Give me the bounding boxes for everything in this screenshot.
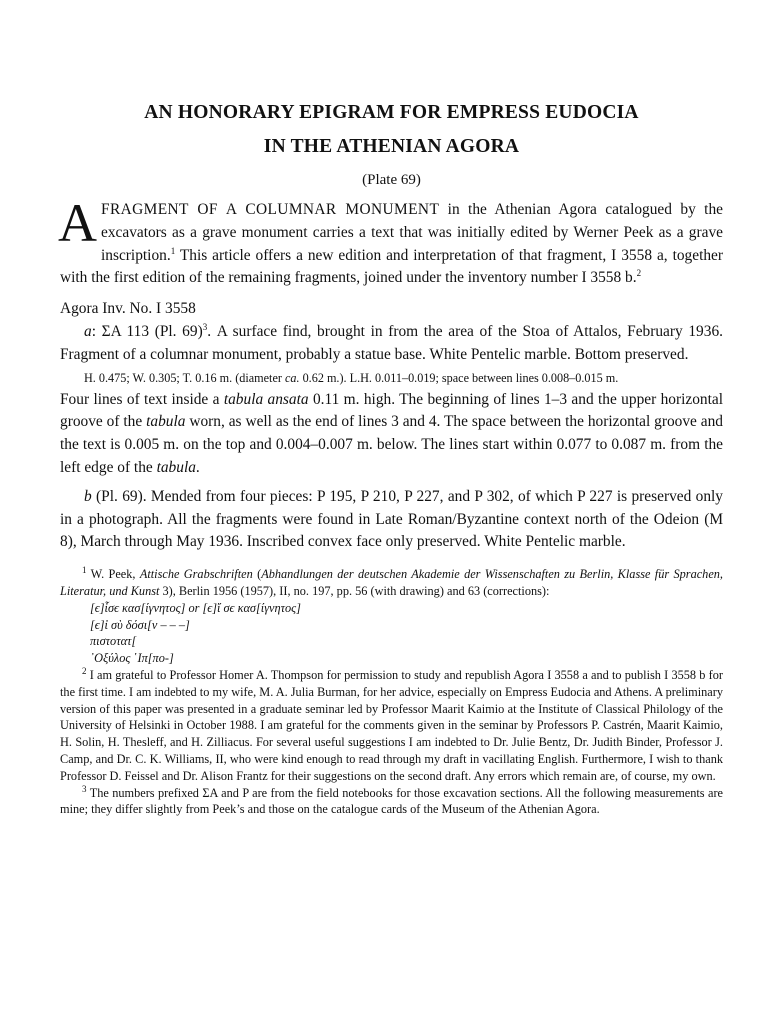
- article-title: [60, 96, 723, 164]
- footnote-ref-1: 1: [170, 245, 176, 256]
- intro-lead: FRAGMENT OF A COLUMNAR MONUMENT: [101, 201, 440, 218]
- intro-text-2: This article offers a new edition and interpretation of that fragment, I 3558 a, together with the first edition of the remaining fragments, joined under the inventory number I 3558 b.: [60, 246, 723, 287]
- greek-line-2: [ϵ]ἰ σὺ δόσι[ν – – –]: [90, 617, 190, 632]
- tabula-term-2: tabula: [156, 458, 196, 476]
- fragment-b-text: (Pl. 69). Mended from four pieces: P 195, P 210, P 227, and P 302, of which P 227 is preserved only in a photograph. All the fragments were found in Late Roman/Byzantine context north of the Odeion (M 8), March through May 1936. Inscribed convex face only preserved. White Pentelic marble.: [60, 487, 723, 551]
- intro-paragraph: [58, 193, 723, 290]
- footnote-3-number: 3: [82, 783, 87, 794]
- footnote-ref-3: 3: [202, 321, 208, 332]
- footnote-1-paren: (: [252, 567, 262, 582]
- measurements-ca: ca.: [284, 370, 300, 385]
- footnote-2: [60, 667, 723, 785]
- title-line-1: AN HONORARY EPIGRAM FOR EMPRESS EUDOCIA: [144, 102, 639, 123]
- plate-reference: (Plate 69): [362, 172, 421, 188]
- paper-page: [60, 96, 723, 818]
- greek-line-4: ᾿Οξύλος ῾Ιπ[πο-]: [90, 651, 174, 666]
- fragment-a-text: : ΣΑ 113 (Pl. 69): [91, 322, 203, 340]
- footnote-3-text: The numbers prefixed ΣΑ and P are from the field notebooks for those excavation sections. All the following measurements are mine; they differ slightly from Peek’s and those on the catalogue cards of the Museum of the Athenian Agora.: [60, 785, 723, 817]
- footnote-2-number: 2: [82, 665, 87, 676]
- intro-text-1: in the Athenian Agora catalogued by the excavators as a grave monument carries a text that was initially edited by Werner Peek as a grave inscription.: [101, 201, 723, 264]
- footnotes-section: [60, 566, 723, 818]
- footnote-1-author: W. Peek,: [86, 567, 140, 582]
- footnote-1-rest: 3), Berlin 1956 (1957), II, no. 197, pp. 56 (with drawing) and 63 (corrections):: [159, 583, 550, 598]
- greek-line-1: [ϵ]ἶσϵ κασ[ίγνητος] or [ϵ]ἴ σϵ κασ[ίγνητος]: [90, 600, 301, 615]
- fragment-b-label: b: [84, 487, 92, 505]
- lines-description-paragraph: [60, 389, 723, 480]
- measurements-a: [84, 369, 723, 387]
- fragment-b-paragraph: [60, 486, 723, 554]
- fragment-a-rest: . A surface find, brought in from the area of the Stoa of Attalos, February 1936. Fragment of a columnar monument, probably a statue base. White Pentelic marble. Bottom preserved.: [60, 322, 723, 363]
- footnote-1-work: Attische Grabschriften: [139, 567, 253, 582]
- tabula-term: tabula: [146, 413, 186, 431]
- measurements-part-2: 0.62 m.). L.H. 0.011–0.019; space between lines 0.008–0.015 m.: [299, 370, 619, 385]
- title-line-2: IN THE ATHENIAN AGORA: [263, 136, 520, 157]
- tabula-ansata-term: tabula ansata: [223, 390, 309, 408]
- fragment-a-label: a: [84, 322, 92, 340]
- lines-text-1: Four lines of text inside a: [60, 390, 224, 408]
- drop-cap: A: [58, 193, 97, 253]
- footnote-1-series: Abhandlungen der deutschen Akademie der Wissenschaften zu Berlin, Klasse für Sprachen, Literatur, und Kunst: [60, 567, 724, 598]
- footnote-ref-2: 2: [636, 268, 642, 279]
- footnote-2-text: I am grateful to Professor Homer A. Thompson for permission to study and republish Agora I 3558 a and to publish I 3558 b for the first time. I am indebted to my wife, M. A. Julia Burman, for her advice, especially on Empress Eudocia and Athens. A preliminary version of this paper was presented in a graduate seminar led by Professor Maarit Kaimio at the Institute of Classical Philology of the University of Helsinki in October 1988. I am grateful for the comments given in the seminar by Professors P. Castrén, Maarit Kaimio, H. Solin, H. Thesleff, and H. Zilliacus. For several useful suggestions I am indebted to Dr. Julie Bentz, Dr. Judith Binder, Professor J. Camp, and Dr. C. K. Williams, II, who were kind enough to read through my draft in vacillating English. Furthermore, I wish to thank Professor D. Feissel and Dr. Alison Frantz for their suggestions on the second draft. Any errors which remain are, of course, my own.: [60, 667, 723, 783]
- fragment-a-paragraph: [60, 321, 723, 367]
- lines-text-4: .: [195, 458, 200, 476]
- footnote-1-number: 1: [82, 565, 87, 576]
- lines-text-3: worn, as well as the end of lines 3 and 4. The space between the horizontal groove and the text is 0.005 m. on the top and 0.004–0.007 m. below. The lines start within 0.077 to 0.087 m. from the left edge of the: [60, 413, 724, 476]
- lines-text-2: 0.11 m. high. The beginning of lines 1–3 and the upper horizontal groove of the: [60, 390, 723, 431]
- measurements-part-1: H. 0.475; W. 0.305; T. 0.16 m. (diameter: [84, 370, 285, 385]
- inventory-heading: Agora Inv. No. I 3558: [60, 300, 196, 318]
- footnote-3: [60, 785, 723, 819]
- footnote-1: [60, 566, 723, 600]
- greek-line-3: πιστοτατ[: [90, 634, 137, 649]
